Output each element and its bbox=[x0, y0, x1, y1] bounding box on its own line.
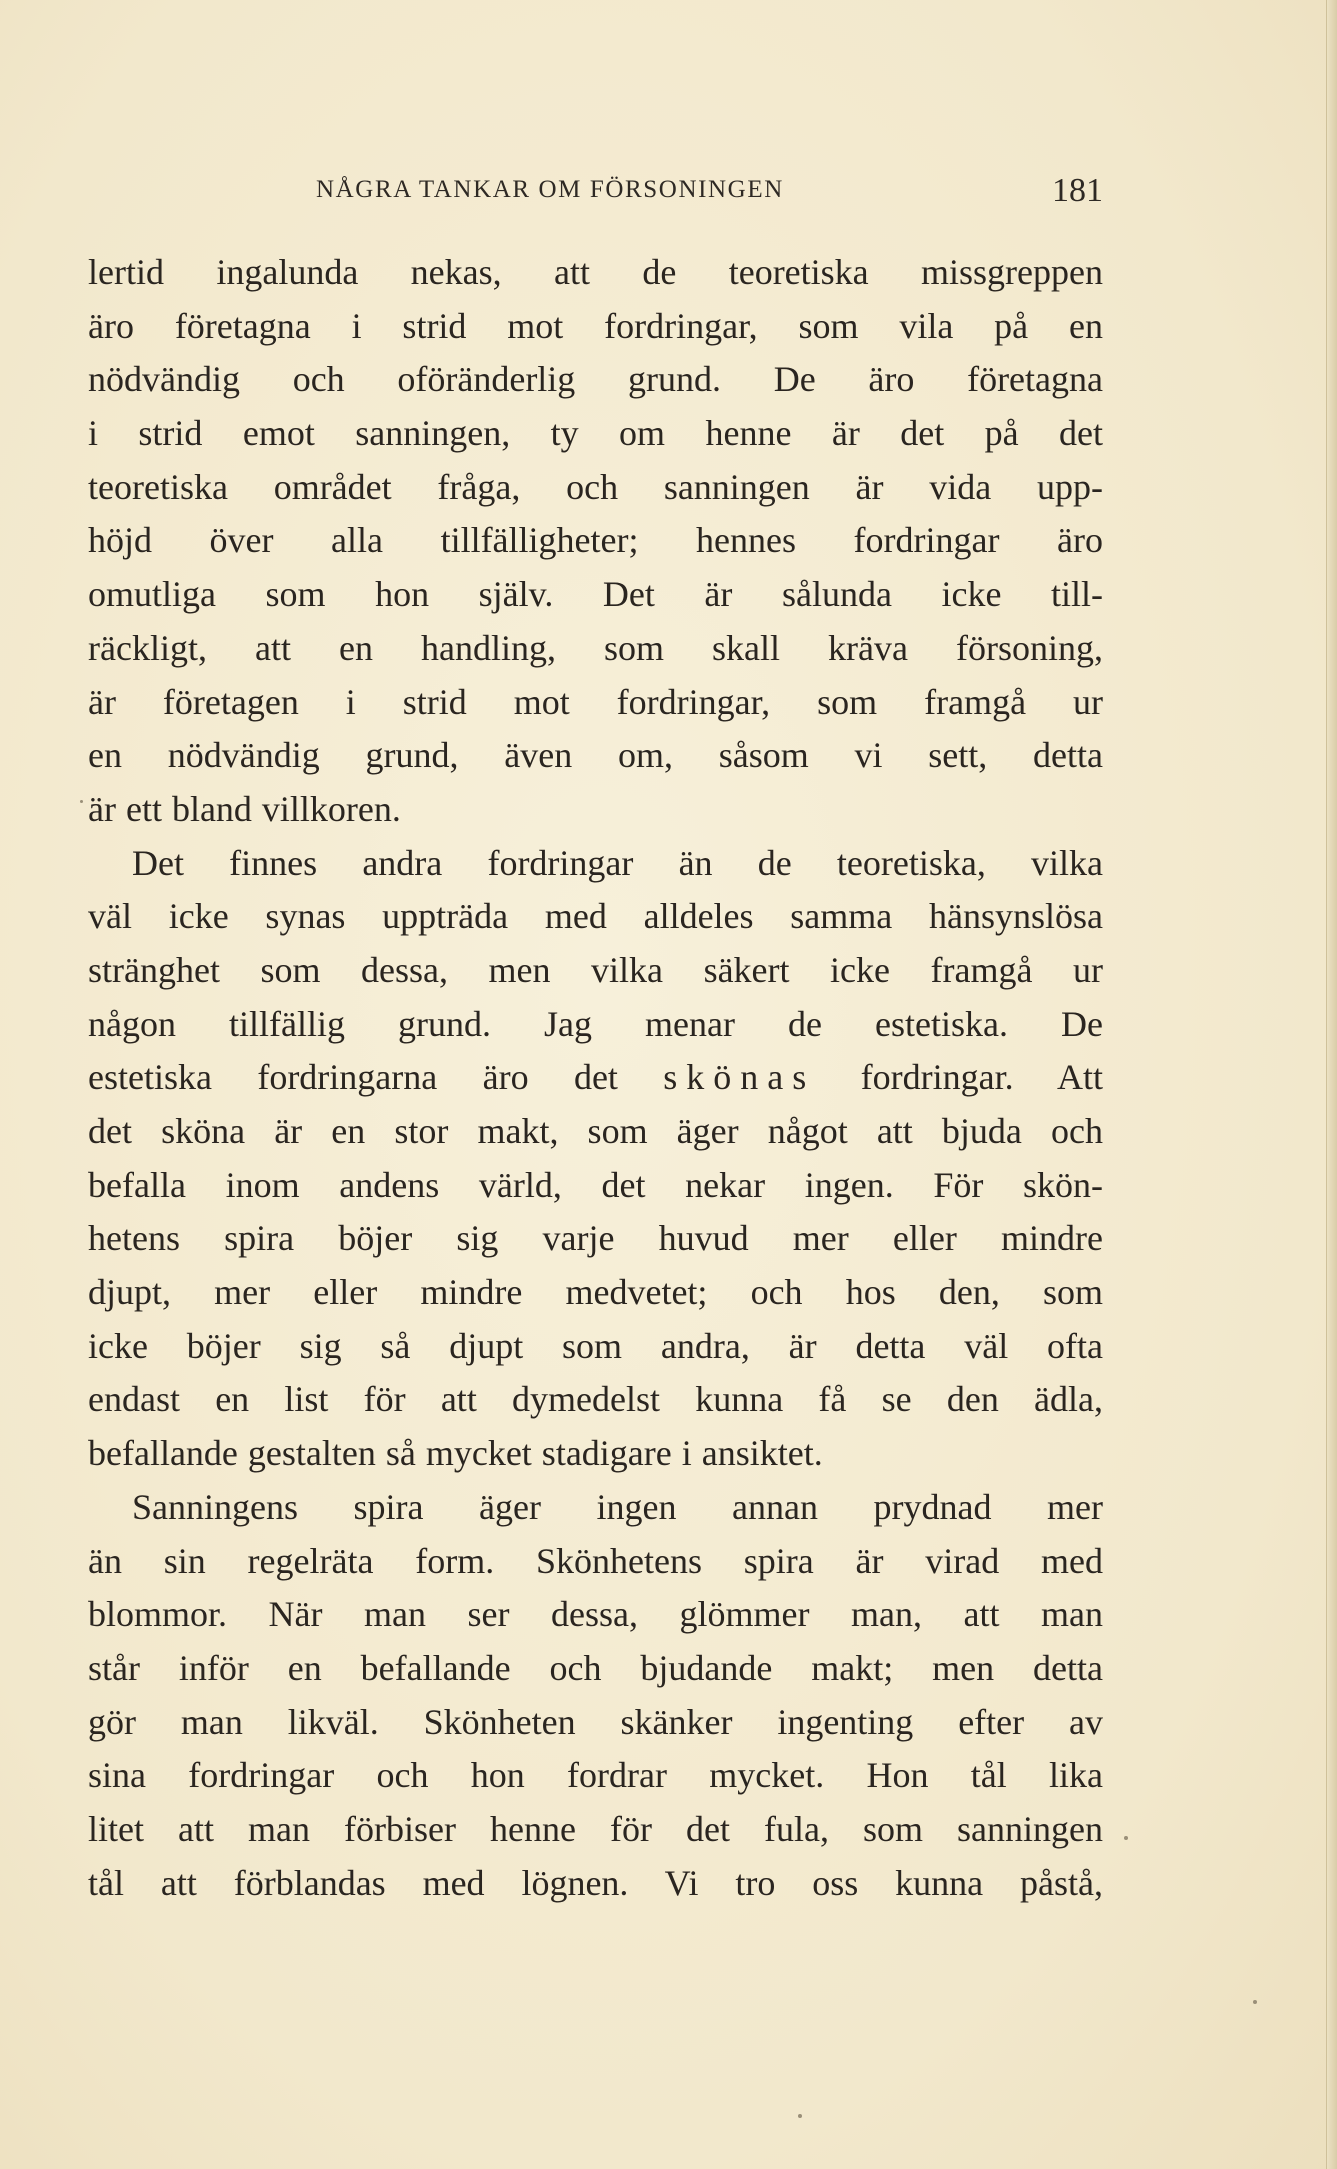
text-line: djupt, mer eller mindre medvetet; och hos den, som bbox=[88, 1272, 1103, 1313]
text-segment: estetiska fordringarna äro det bbox=[88, 1057, 618, 1098]
paper-speck bbox=[1124, 1836, 1128, 1840]
text-line: omutliga som hon själv. Det är sålunda icke till- bbox=[88, 574, 1103, 615]
body-text bbox=[88, 246, 1103, 1910]
page-header bbox=[88, 172, 1103, 222]
text-line: stränghet som dessa, men vilka säkert icke framgå ur bbox=[88, 949, 1103, 990]
page-edge bbox=[1326, 0, 1337, 2169]
text-line: gör man likväl. Skönheten skänker ingenting efter av bbox=[88, 1701, 1103, 1742]
paragraph-start-line: Det finnes andra fordringar än de teoretiska, vilka bbox=[132, 842, 1103, 883]
text-line: blommor. När man ser dessa, glömmer man, att man bbox=[88, 1594, 1103, 1635]
text-line: lertid ingalunda nekas, att de teoretiska missgreppen bbox=[88, 252, 1103, 292]
text-line: teoretiska området fråga, och sanningen är vida upp- bbox=[88, 466, 1103, 507]
text-line: litet att man förbiser henne för det fula, som sanningen bbox=[88, 1808, 1103, 1849]
text-line: sina fordringar och hon fordrar mycket. Hon tål lika bbox=[88, 1755, 1103, 1796]
text-line: räckligt, att en handling, som skall kräva försoning, bbox=[88, 627, 1103, 668]
text-line: icke böjer sig så djupt som andra, är detta väl ofta bbox=[88, 1325, 1103, 1366]
text-line: höjd över alla tillfälligheter; hennes fordringar äro bbox=[88, 520, 1103, 561]
text-line: någon tillfällig grund. Jag menar de estetiska. De bbox=[88, 1003, 1103, 1044]
paragraph-start-line: Sanningens spira äger ingen annan prydnad mer bbox=[132, 1486, 1103, 1527]
paragraph-end-line: befallande gestalten så mycket stadigare i ansiktet. bbox=[88, 1433, 823, 1474]
text-line: en nödvändig grund, även om, såsom vi sett, detta bbox=[88, 735, 1103, 776]
text-line: befalla inom andens värld, det nekar ingen. För skön- bbox=[88, 1164, 1103, 1205]
text-line: väl icke synas uppträda med alldeles samma hänsynslösa bbox=[88, 896, 1103, 937]
paragraph-end-line: är ett bland villkoren. bbox=[88, 788, 401, 829]
text-line: är företagen i strid mot fordringar, som framgå ur bbox=[88, 681, 1103, 722]
text-line: tål att förblandas med lögnen. Vi tro oss kunna påstå, bbox=[88, 1862, 1103, 1903]
text-line: det sköna är en stor makt, som äger något att bjuda och bbox=[88, 1111, 1103, 1151]
paper-speck bbox=[80, 800, 83, 803]
text-line: står inför en befallande och bjudande makt; men detta bbox=[88, 1647, 1103, 1688]
text-line-with-emphasis bbox=[88, 1051, 1103, 1105]
text-line: än sin regelräta form. Skönhetens spira är virad med bbox=[88, 1540, 1103, 1581]
text-line: endast en list för att dymedelst kunna få se den ädla, bbox=[88, 1379, 1103, 1420]
paper-speck bbox=[798, 2114, 802, 2118]
text-line: hetens spira böjer sig varje huvud mer eller mindre bbox=[88, 1218, 1103, 1259]
spaced-emphasis: skönas bbox=[663, 1057, 816, 1098]
paper-speck bbox=[1253, 2000, 1257, 2004]
running-head: NÅGRA TANKAR OM FÖRSONINGEN bbox=[316, 176, 784, 203]
page-number: 181 bbox=[1052, 172, 1103, 209]
text-line: nödvändig och oföränderlig grund. De äro företagna bbox=[88, 359, 1103, 400]
text-segment: fordringar. Att bbox=[860, 1057, 1104, 1098]
text-line: i strid emot sanningen, ty om henne är det på det bbox=[88, 413, 1103, 454]
text-line: äro företagna i strid mot fordringar, som vila på en bbox=[88, 305, 1103, 346]
